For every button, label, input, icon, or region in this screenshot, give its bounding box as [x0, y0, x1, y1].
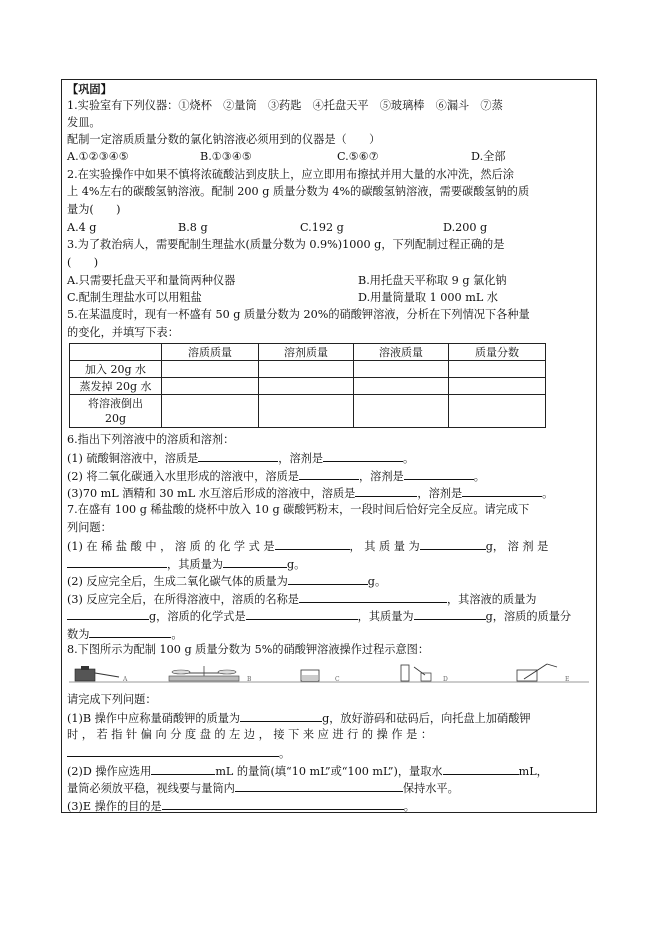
- answer-blank[interactable]: [275, 537, 350, 550]
- q8-sub1-text: (1)B 操作中应称量硝酸钾的质量为: [67, 712, 241, 725]
- q7-sub3-text: (3) 反应完全后，在所得溶液中，溶质的名称是: [67, 593, 299, 606]
- q6-sub2-text2: ，溶剂是: [358, 470, 404, 483]
- answer-blank[interactable]: [246, 607, 358, 620]
- procedure-illustration: [69, 663, 589, 685]
- q3-line2: ( ): [67, 256, 99, 269]
- q5-blank-cell[interactable]: [449, 361, 546, 378]
- q2-line1: 2.在实验操作中如果不慎将浓硫酸沾到皮肤上，应立即用布擦拭并用大量的水冲洗，然后涂: [67, 168, 514, 181]
- q5-blank-cell[interactable]: [449, 378, 546, 395]
- q7-sub1-text2: ， 其 质 量 为: [349, 540, 420, 553]
- q5-header-solvent: 溶剂质量: [259, 344, 354, 361]
- q8-sub3-text: (3)E 操作的目的是: [67, 800, 162, 813]
- q7-sub2-end: g。: [367, 575, 387, 588]
- q7-sub3-cont2: [67, 625, 183, 643]
- q5-blank-cell[interactable]: [259, 395, 354, 428]
- q1-option-a: A.①②③④⑤: [67, 150, 129, 163]
- q2-option-a: A.4 g: [67, 221, 97, 234]
- answer-blank[interactable]: [420, 537, 486, 550]
- q8-sub1-text2: g，放好游码和砝码后，向托盘上加硝酸钾: [322, 712, 531, 725]
- q3-option-b: B.用托盘天平称取 9 g 氯化钠: [358, 274, 507, 287]
- q3-option-c: C.配制生理盐水可以用粗盐: [67, 291, 202, 304]
- q7-sub3-text4: ，其质量为: [357, 610, 414, 623]
- q8-procedure-figure: [69, 663, 589, 685]
- q8-sub2-text: (2)D 操作应选用: [67, 765, 152, 778]
- q7-sub3-cont: [67, 607, 571, 625]
- q5-blank-cell[interactable]: [259, 361, 354, 378]
- answer-blank[interactable]: [67, 555, 167, 568]
- answer-blank[interactable]: [240, 709, 322, 722]
- q6-sub3-end: 。: [542, 487, 554, 500]
- q2-option-d: D.200 g: [443, 221, 488, 234]
- q7-sub3-text2: ，其溶液的质量为: [446, 593, 537, 606]
- q5-row-label-part1: 将溶液倒出: [88, 397, 143, 410]
- q8-sub2-text2: mL 的量筒(填“10 mL”或“100 mL”)，量取水: [215, 765, 443, 778]
- answer-blank[interactable]: [151, 762, 215, 775]
- q5-blank-cell[interactable]: [449, 395, 546, 428]
- q7-sub1-text: (1) 在 稀 盐 酸 中 ， 溶 质 的 化 学 式 是: [67, 540, 275, 553]
- q5-row-label: 蒸发掉 20g 水: [70, 378, 162, 395]
- q8-sub2-text4: 量筒必须放平稳，视线要与量筒内: [67, 782, 235, 795]
- q2-option-b: B.8 g: [178, 221, 208, 234]
- answer-blank[interactable]: [89, 625, 171, 638]
- q1-option-c: C.⑤⑥⑦: [337, 150, 379, 163]
- answer-blank[interactable]: [67, 744, 279, 757]
- q8-line1: 8.下图所示为配制 100 g 质量分数为 5%的硝酸钾溶液操作过程示意图：: [67, 643, 430, 656]
- q7-sub1-text4: ，其质量为: [167, 558, 223, 571]
- q1-option-d: D.全部: [471, 150, 506, 163]
- q6-sub2-end: 。: [473, 470, 485, 483]
- q7-sub1-text3: g， 溶 剂 是: [485, 540, 549, 553]
- q7-sub3: [67, 590, 536, 608]
- q5-row-label: [70, 395, 162, 428]
- q1-line2: 发皿。: [67, 116, 101, 129]
- q5-row-label: 加入 20g 水: [70, 361, 162, 378]
- answer-blank[interactable]: [414, 607, 486, 620]
- q7-line2: 列问题：: [67, 521, 112, 534]
- answer-blank[interactable]: [299, 590, 447, 603]
- q5-row-label-part2: 20g: [104, 412, 127, 425]
- q8-sub2-end: 保持水平。: [402, 782, 459, 795]
- figure-label-c: C: [335, 676, 340, 683]
- answer-blank[interactable]: [67, 607, 149, 620]
- answer-blank[interactable]: [355, 484, 417, 497]
- q5-blank-cell[interactable]: [162, 378, 259, 395]
- q5-header-fraction: 质量分数: [449, 344, 546, 361]
- q6-sub3-text2: ，溶剂是: [417, 487, 463, 500]
- q8-sub2: [67, 762, 548, 780]
- answer-blank[interactable]: [443, 762, 519, 775]
- q6-sub1: [67, 449, 414, 467]
- q2-line3: 量为( ): [67, 203, 121, 216]
- q6-sub1-end: 。: [403, 452, 415, 465]
- q6-sub3-text: (3)70 mL 酒精和 30 mL 水互溶后形成的溶液中，溶质是: [67, 487, 356, 500]
- answer-blank[interactable]: [323, 449, 403, 462]
- q5-blank-cell[interactable]: [259, 378, 354, 395]
- q5-blank-cell[interactable]: [162, 361, 259, 378]
- q6-sub3: [67, 484, 553, 502]
- q5-header-solute: 溶质质量: [162, 344, 259, 361]
- answer-blank[interactable]: [299, 467, 359, 480]
- q5-blank-cell[interactable]: [354, 361, 449, 378]
- q8-sub2-cont: [67, 779, 459, 797]
- q5-table: [69, 343, 546, 428]
- q3-line1: 3.为了救治病人，需要配制生理盐水(质量分数为 0.9%)1000 g，下列配制过程正确的是: [67, 238, 505, 251]
- figure-label-d: D: [443, 676, 448, 683]
- q5-header-solution: 溶液质量: [354, 344, 449, 361]
- q5-blank-cell[interactable]: [354, 378, 449, 395]
- q7-sub2: [67, 572, 386, 590]
- q8-sub2-text3: mL，: [518, 765, 548, 778]
- q7-sub1: [67, 537, 548, 555]
- q8-sub1-cont2: [67, 744, 290, 762]
- q1-line1: 1.实验室有下列仪器：①烧杯 ②量筒 ③药匙 ④托盘天平 ⑤玻璃棒 ⑥漏斗 ⑦蒸: [67, 99, 503, 112]
- answer-blank[interactable]: [288, 572, 368, 585]
- q7-sub3-text3: g，溶质的化学式是: [149, 610, 246, 623]
- answer-blank[interactable]: [198, 449, 278, 462]
- q8-sub1-end: 。: [279, 747, 291, 760]
- figure-label-a: A: [123, 676, 128, 683]
- answer-blank[interactable]: [404, 467, 474, 480]
- q6-line1: 6.指出下列溶液中的溶质和溶剂：: [67, 433, 235, 446]
- q6-sub2: [67, 467, 485, 485]
- q5-header-empty: [70, 344, 162, 361]
- q7-line1: 7.在盛有 100 g 稀盐酸的烧杯中放入 10 g 碳酸钙粉末，一段时间后恰好完全反应。请完成下: [67, 503, 530, 516]
- section-header: 【巩固】: [67, 82, 112, 96]
- q1-line3: 配制一定溶质质量分数的氯化钠溶液必须用到的仪器是（ ）: [67, 133, 381, 146]
- q3-option-a: A.只需要托盘天平和量筒两种仪器: [67, 274, 236, 287]
- answer-blank[interactable]: [162, 797, 404, 810]
- q7-sub3-text6: 数为: [67, 628, 90, 641]
- q2-option-c: C.192 g: [300, 221, 344, 234]
- q8-sub3: [67, 797, 415, 815]
- q8-sub1: [67, 709, 531, 727]
- q7-sub3-text5: g，溶质的质量分: [485, 610, 572, 623]
- q5-blank-cell[interactable]: [162, 395, 259, 428]
- q7-sub1-cont: [67, 555, 305, 573]
- q8-sub3-end: 。: [403, 800, 415, 813]
- answer-blank[interactable]: [235, 779, 403, 792]
- figure-label-b: B: [247, 676, 252, 683]
- q1-option-b: B.①③④⑤: [200, 150, 252, 163]
- q2-line2: 上 4%左右的碳酸氢钠溶液。配制 200 g 质量分数为 4%的碳酸氢钠溶液，需要碳酸氢钠的质: [67, 185, 530, 198]
- q6-sub1-text: (1) 硫酸铜溶液中，溶质是: [67, 452, 199, 465]
- q6-sub1-text2: ，溶剂是: [278, 452, 324, 465]
- q7-sub3-end: 。: [171, 628, 183, 641]
- q5-line1: 5.在某温度时，现有一杯盛有 50 g 质量分数为 20%的硝酸钾溶液，分析在下列情况下各种量: [67, 308, 530, 321]
- answer-blank[interactable]: [223, 555, 287, 568]
- q8-prompt: 请完成下列问题：: [67, 693, 157, 706]
- q6-sub2-text: (2) 将二氧化碳通入水里形成的溶液中，溶质是: [67, 470, 299, 483]
- q8-sub1-cont: 时 ， 若 指 针 偏 向 分 度 盘 的 左 边 ， 接 下 来 应 进 行 的 操 作 是 ：: [67, 728, 433, 741]
- answer-blank[interactable]: [462, 484, 542, 497]
- q5-blank-cell[interactable]: [354, 395, 449, 428]
- q5-line2: 的变化，并填写下表：: [67, 326, 179, 339]
- q7-sub2-text: (2) 反应完全后，生成二氧化碳气体的质量为: [67, 575, 288, 588]
- figure-label-e: E: [565, 676, 570, 683]
- q3-option-d: D.用量筒量取 1 000 mL 水: [358, 291, 498, 304]
- q7-sub1-end: g。: [286, 558, 306, 571]
